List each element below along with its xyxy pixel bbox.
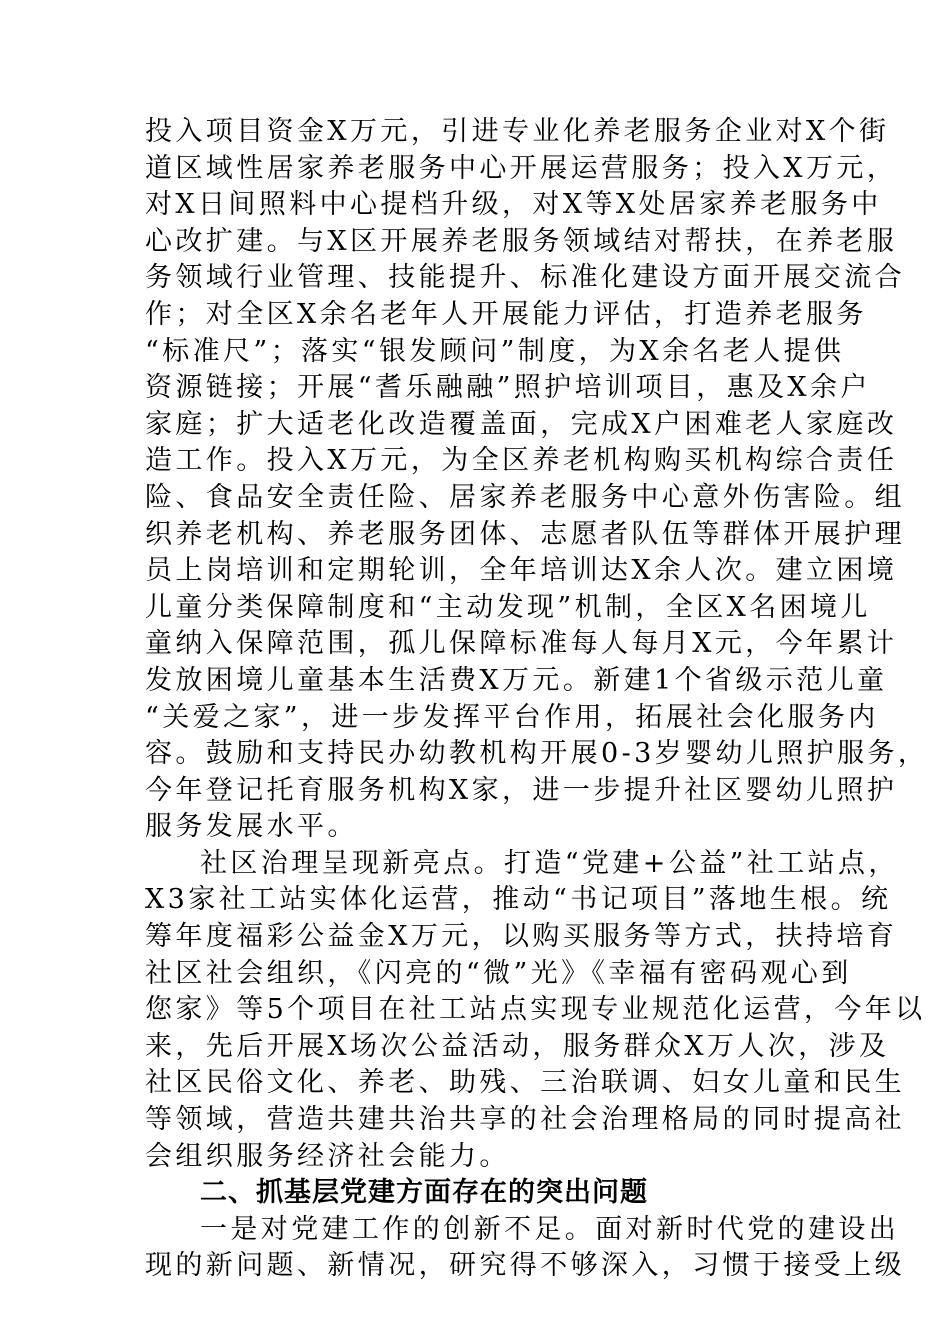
text-line: 等领域，营造共建共治共享的社会治理格局的同时提高社: [145, 1104, 905, 1136]
text-line: 社区治理呈现新亮点。打造“党建+公益”社工站点，: [200, 847, 899, 879]
text-line: 服务发展水平。: [145, 811, 358, 843]
text-line: 发放困境儿童基本生活费X万元。新建1个省级示范儿童: [145, 664, 888, 696]
text-line: 员上岗培训和定期轮训，全年培训达X余人次。建立困境: [145, 555, 898, 587]
text-line: 来，先后开展X场次公益活动，服务群众X万人次，涉及: [145, 1030, 890, 1062]
text-line: 造工作。投入X万元，为全区养老机构购买机构综合责任: [145, 445, 898, 477]
text-line: 会组织服务经济社会能力。: [145, 1140, 510, 1172]
text-line: 社区社会组织，《闪亮的“微”光》《幸福有密码观心到: [145, 957, 852, 989]
text-line: 儿童分类保障制度和“主动发现”机制，全区X名困境儿: [145, 591, 871, 623]
text-line: X3家社工站实体化运营，推动“书记项目”落地生根。统: [145, 884, 892, 916]
document-body: [145, 114, 929, 1285]
text-line: 您家》等5个项目在社工站点实现专业规范化运营，今年以: [145, 994, 926, 1026]
text-line: 织养老机构、养老服务团体、志愿者队伍等群体开展护理: [145, 518, 905, 550]
text-line: 对X日间照料中心提档升级，对X等X处居家养老服务中: [145, 189, 882, 221]
text-line: 筹年度福彩公益金X万元，以购买服务等方式，扶持培育: [145, 921, 898, 953]
text-line: 务领域行业管理、技能提升、标准化建设方面开展交流合: [145, 262, 905, 294]
text-line: 投入项目资金X万元，引进专业化养老服务企业对X个街: [145, 116, 890, 147]
text-line: 社区民俗文化、养老、助残、三治联调、妇女儿童和民生: [145, 1067, 905, 1099]
text-line: 险、食品安全责任险、居家养老服务中心意外伤害险。组: [145, 481, 905, 513]
text-line: 童纳入保障范围，孤儿保障标准每人每月X元，今年累计: [145, 628, 898, 660]
text-line: 今年登记托育服务机构X家，进一步提升社区婴幼儿照护: [145, 774, 898, 806]
text-line: “关爱之家”，进一步发挥平台作用，拓展社会化服务内: [145, 701, 879, 733]
text-line: “标准尺”；落实“银发顾问”制度，为X余名老人提供: [145, 335, 845, 367]
text-line: 家庭；扩大适老化改造覆盖面，完成X户困难老人家庭改: [145, 408, 898, 440]
section-heading: 二、抓基层党建方面存在的突出问题: [200, 1177, 648, 1209]
text-line: 资源链接；开展“耆乐融融”照护培训项目，惠及X余户: [145, 372, 871, 404]
text-line: 一是对党建工作的创新不足。面对新时代党的建设出: [200, 1213, 900, 1245]
text-line: 心改扩建。与X区开展养老服务领域结对帮扶，在养老服: [145, 225, 898, 257]
paragraph-elderly-child-services: [145, 114, 929, 846]
text-line: 容。鼓励和支持民办幼教机构开展0-3岁婴幼儿照护服务，: [145, 738, 929, 770]
paragraph-party-building-problems: [145, 1212, 905, 1285]
text-line: 现的新问题、新情况，研究得不够深入，习惯于接受上级: [145, 1250, 905, 1282]
paragraph-community-governance: [145, 846, 926, 1175]
text-line: 作；对全区X余名老年人开展能力评估，打造养老服务: [145, 298, 867, 330]
text-line: 道区域性居家养老服务中心开展运营服务；投入X万元，: [145, 152, 898, 184]
